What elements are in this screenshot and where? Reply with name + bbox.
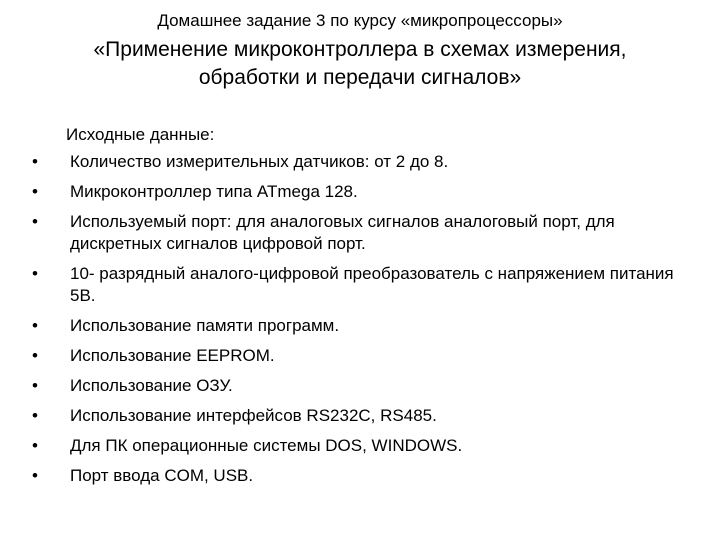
list-item [32, 181, 696, 203]
intro-label: Исходные данные: [66, 125, 215, 144]
list-item [32, 435, 696, 457]
bullet-icon: • [32, 212, 38, 231]
list-item-text: Используемый порт: для аналоговых сигналов аналоговый порт, для дискретных сигналов цифровой порт. [70, 212, 615, 253]
list-item [32, 345, 696, 367]
list-item [32, 315, 696, 337]
list-item-text: Порт ввода COM, USB. [70, 466, 254, 485]
list-item-text: Микроконтроллер типа ATmega 128. [70, 182, 358, 201]
slide-subtitle: Домашнее задание 3 по курсу «микропроцессоры» [157, 11, 563, 30]
list-item [32, 405, 696, 427]
list-item-text: Количество измерительных датчиков: от 2 до 8. [70, 152, 449, 171]
list-item [32, 263, 696, 307]
slide-title-line-2: обработки и передачи сигналов» [198, 66, 522, 89]
bullet-icon: • [32, 346, 38, 365]
bullet-icon: • [32, 264, 38, 283]
bullet-icon: • [32, 436, 38, 455]
bullet-icon: • [32, 316, 38, 335]
bullet-icon: • [32, 152, 38, 171]
list-item [32, 211, 696, 255]
bullet-icon: • [32, 376, 38, 395]
slide-content [32, 124, 696, 495]
list-item-text: Для ПК операционные системы DOS, WINDOWS. [70, 436, 463, 455]
bullet-icon: • [32, 466, 38, 485]
slide-title [20, 36, 700, 92]
bullet-list [32, 151, 696, 487]
list-item [32, 151, 696, 173]
list-item-text: Использование интерфейсов RS232C, RS485. [70, 406, 437, 425]
list-item-text: 10- разрядный аналого-цифровой преобразователь с напряжением питания 5В. [70, 264, 674, 305]
bullet-icon: • [32, 182, 38, 201]
list-item [32, 375, 696, 397]
bullet-icon: • [32, 406, 38, 425]
list-item-text: Использование EEPROM. [70, 346, 275, 365]
list-item-text: Использование памяти программ. [70, 316, 340, 335]
list-item-text: Использование ОЗУ. [70, 376, 233, 395]
slide-title-line-1: «Применение микроконтроллера в схемах измерения, [93, 38, 627, 61]
list-item [32, 465, 696, 487]
